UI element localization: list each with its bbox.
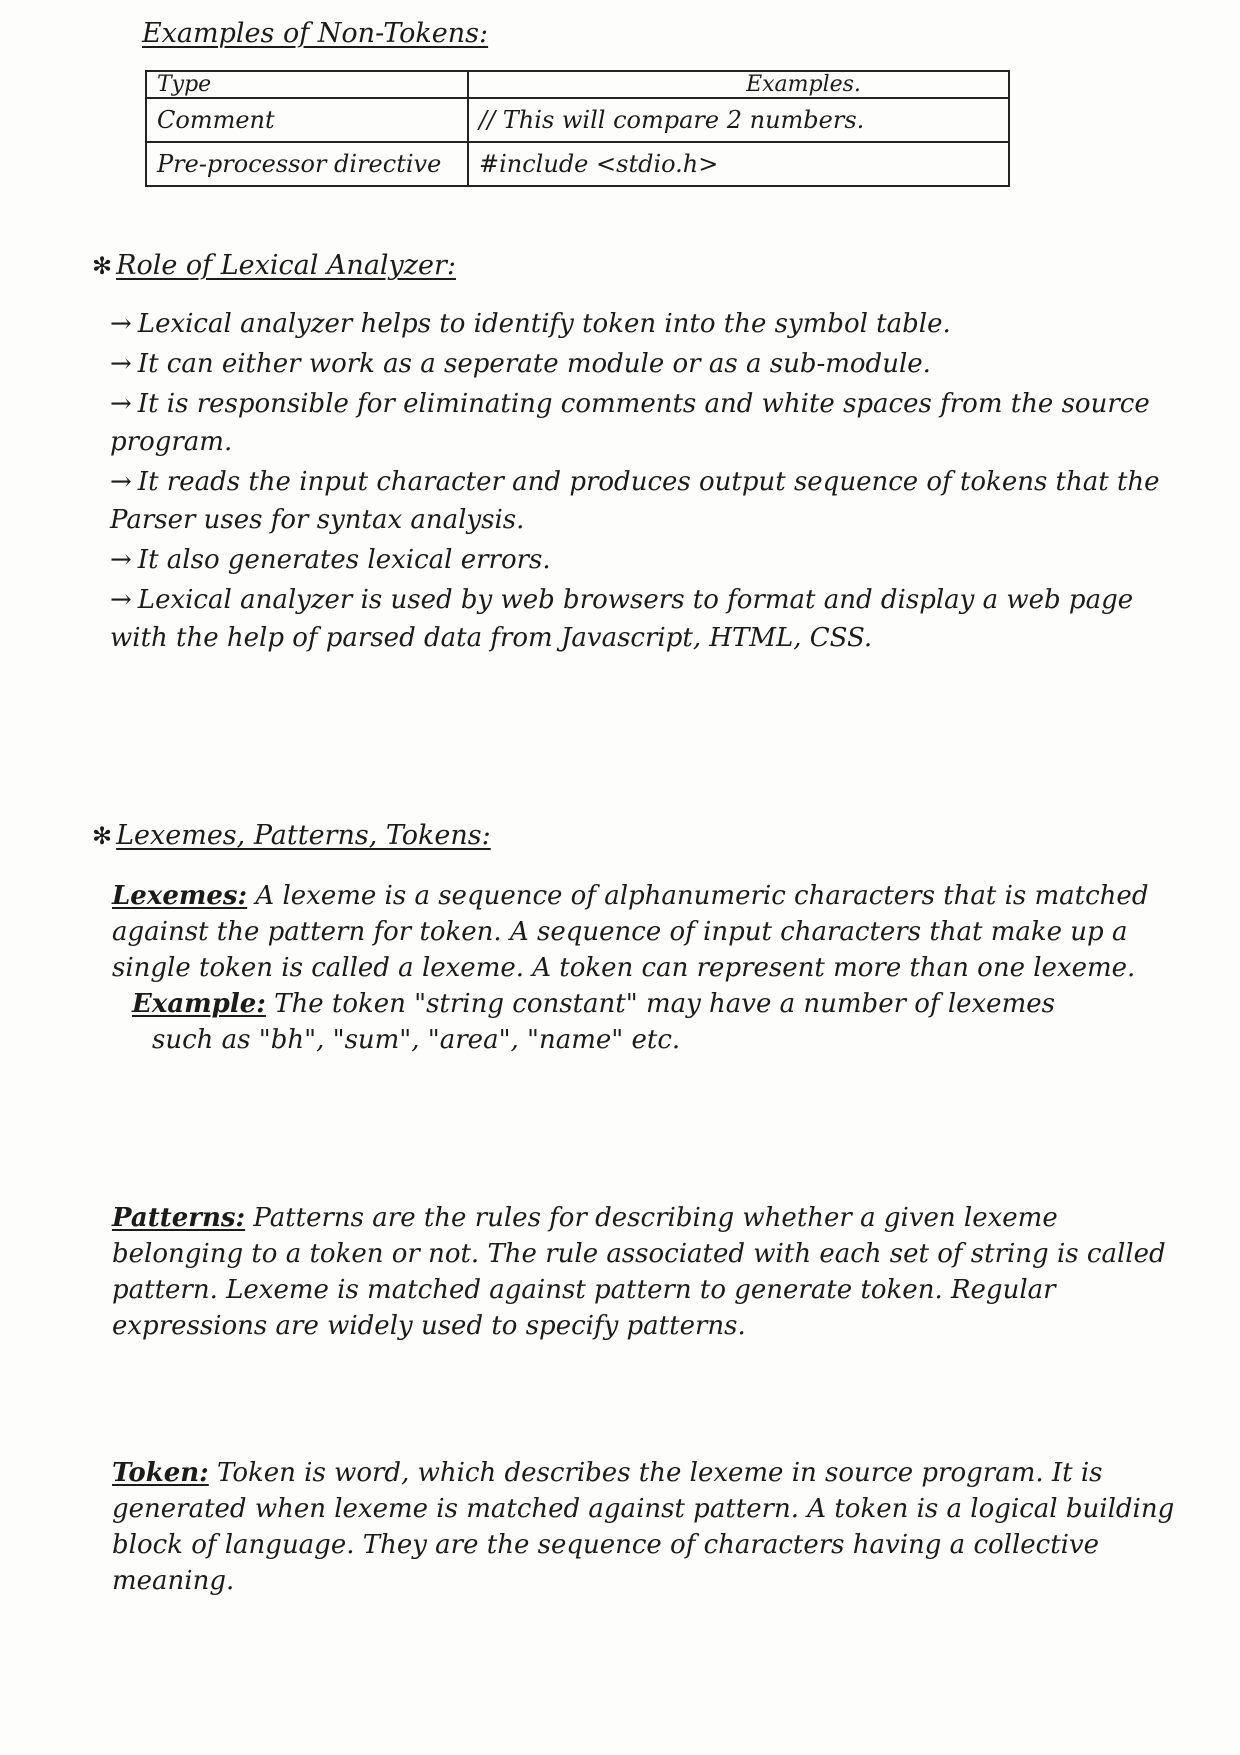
bullet-text: It is responsible for eliminating comments and white spaces from the source program. <box>110 389 1150 457</box>
list-item <box>110 345 1190 383</box>
arrow-icon: → <box>110 389 132 419</box>
arrow-icon: → <box>110 467 132 497</box>
list-item <box>110 463 1190 539</box>
arrow-icon: → <box>110 545 132 575</box>
lexemes-text: A lexeme is a sequence of alphanumeric characters that is matched against the pattern for token. A sequence of input characters that make up a single token is called a lexeme. A token can represent more than one lexeme. <box>112 881 1149 983</box>
asterisk-bullet-icon: ✻ <box>92 252 113 280</box>
table-cell-type: Pre-processor directive <box>146 142 468 186</box>
token-paragraph <box>112 1455 1192 1599</box>
asterisk-bullet-icon: ✻ <box>92 822 113 850</box>
table-header-row <box>146 71 1009 98</box>
patterns-term: Patterns: <box>112 1203 246 1233</box>
lexemes-paragraph <box>112 878 1192 1058</box>
table-row <box>146 98 1009 142</box>
example-line <box>112 986 1192 1022</box>
role-bullet-list <box>110 305 1190 659</box>
list-item <box>110 581 1190 657</box>
role-heading-line <box>92 250 456 281</box>
token-text: Token is word, which describes the lexeme in source program. It is generated when lexeme is matched against pattern. A token is a logical building block of language. They are the sequence of characters having a collective meaning. <box>112 1458 1175 1596</box>
table-header-examples: Examples. <box>468 71 1009 98</box>
table-cell-type: Comment <box>146 98 468 142</box>
example-term: Example: <box>132 989 266 1019</box>
arrow-icon: → <box>110 309 132 339</box>
bullet-text: It can either work as a seperate module or as a sub-module. <box>137 349 931 379</box>
lexemes-term: Lexemes: <box>112 881 248 911</box>
list-item <box>110 385 1190 461</box>
list-item <box>110 541 1190 579</box>
arrow-icon: → <box>110 349 132 379</box>
nontokens-table <box>145 70 1010 187</box>
arrow-icon: → <box>110 585 132 615</box>
table-header-type: Type <box>146 71 468 98</box>
token-term: Token: <box>112 1458 209 1488</box>
role-heading: Role of Lexical Analyzer: <box>116 250 457 281</box>
lpt-heading-line <box>92 820 491 851</box>
list-item <box>110 305 1190 343</box>
patterns-paragraph <box>112 1200 1192 1344</box>
example-text: The token "string constant" may have a number of lexemes <box>274 989 1055 1019</box>
table-cell-example: #include <stdio.h> <box>468 142 1009 186</box>
bullet-text: It reads the input character and produces output sequence of tokens that the Parser uses for syntax analysis. <box>110 467 1160 535</box>
example-continuation: such as "bh", "sum", "area", "name" etc. <box>152 1025 681 1055</box>
bullet-text: It also generates lexical errors. <box>137 545 551 575</box>
lpt-heading: Lexemes, Patterns, Tokens: <box>116 820 491 851</box>
patterns-text: Patterns are the rules for describing whether a given lexeme belonging to a token or not. The rule associated with each set of string is called pattern. Lexeme is matched against pattern to generate token. Regular expressions are widely used to specify patterns. <box>112 1203 1166 1341</box>
nontokens-title: Examples of Non-Tokens: <box>142 18 489 49</box>
bullet-text: Lexical analyzer is used by web browsers to format and display a web page with the help of parsed data from Javascript, HTML, CSS. <box>110 585 1134 653</box>
bullet-text: Lexical analyzer helps to identify token into the symbol table. <box>137 309 951 339</box>
table-row <box>146 142 1009 186</box>
table-cell-example: // This will compare 2 numbers. <box>468 98 1009 142</box>
